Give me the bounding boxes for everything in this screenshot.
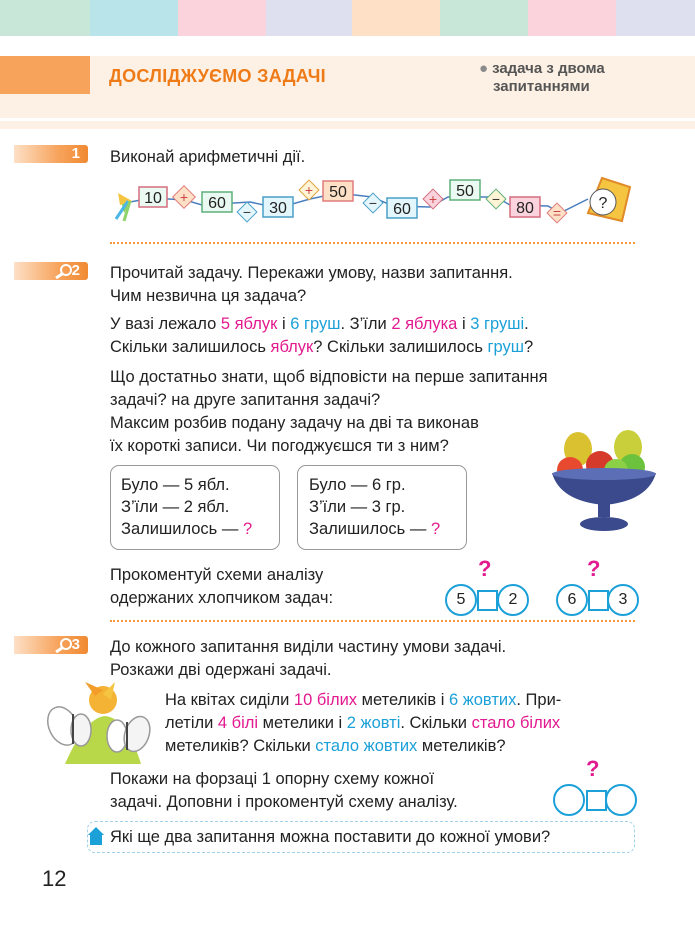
page-title: ДОСЛІДЖУЄМО ЗАДАЧІ: [109, 66, 326, 86]
question-mark: ?: [586, 756, 600, 781]
top-stripe: [616, 0, 695, 36]
top-stripe: [528, 0, 616, 36]
short-record-pears: Було — 6 гр. З’їли — 3 гр. Залишилось — ?: [297, 465, 467, 550]
svg-text:30: 30: [269, 200, 287, 217]
svg-text:+: +: [428, 191, 438, 207]
svg-text:−: −: [368, 195, 378, 211]
svg-text:50: 50: [456, 183, 474, 200]
header-separator: [0, 121, 695, 129]
question-mark: ?: [478, 556, 492, 581]
scheme-circle: 5: [445, 584, 477, 616]
top-stripe: [0, 0, 90, 36]
top-stripe: [440, 0, 528, 36]
task2-comment: Прокоментуй схеми аналізу одержаних хлопчиком задач:: [110, 566, 334, 607]
task2-instruction: Прочитай задачу. Перекажи умову, назви запитання. Чим незвична ця задача?: [110, 264, 513, 305]
scheme-circle: 3: [607, 584, 639, 616]
question-mark: ?: [587, 556, 601, 581]
top-stripe: [90, 0, 178, 36]
svg-text:?: ?: [598, 195, 608, 212]
bullet-icon: ●: [479, 60, 489, 77]
house-icon: [88, 826, 104, 846]
task-number-tab: 2: [14, 262, 88, 280]
task1-instruction: Виконай арифметичні дії.: [110, 148, 306, 166]
svg-text:=: =: [552, 205, 562, 221]
task2-questions: Що достатньо знати, щоб відповісти на перше запитання задачі? на друге запитання задачі? Максим розбив подану задачу на дві та виконав їх короткі записи. Чи погоджуєшся ти з ним?: [110, 368, 548, 455]
svg-text:80: 80: [516, 200, 534, 217]
scheme-circle: [553, 784, 585, 816]
page-number: 12: [42, 866, 67, 891]
section-divider: [110, 620, 635, 622]
svg-text:60: 60: [393, 201, 411, 218]
short-record-apples: Було — 5 ябл. З’їли — 2 ябл. Залишилось — ?: [110, 465, 280, 550]
fruit-bowl-illustration: [548, 425, 660, 537]
scheme-circle: 2: [497, 584, 529, 616]
top-stripe: [178, 0, 266, 36]
task-number-tab: 3: [14, 636, 88, 654]
top-stripe: [352, 0, 440, 36]
svg-text:+: +: [179, 189, 189, 205]
task-number-tab: 1: [14, 145, 88, 163]
bow-icon: [116, 193, 132, 221]
scheme-circle: 6: [556, 584, 588, 616]
scheme-circle: [605, 784, 637, 816]
extra-question: Які ще два запитання можна поставити до кожної умови?: [110, 828, 551, 846]
svg-text:60: 60: [208, 195, 226, 212]
scheme-square: [477, 590, 498, 611]
svg-text:+: +: [304, 182, 314, 198]
chain-value: 10: [144, 190, 162, 207]
svg-text:−: −: [491, 191, 501, 207]
scheme-square: [588, 590, 609, 611]
scheme-square: [586, 790, 607, 811]
top-stripe: [266, 0, 352, 36]
task3-problem: На квітах сиділи 10 білих метеликів і 6 жовтих. При- летіли 4 білі метелики і 2 жовті. Скільки стало білих метеликів? Скільки стало жовтих метеликів?: [165, 691, 562, 755]
section-divider: [110, 242, 635, 244]
kite-icon: [588, 178, 630, 221]
svg-text:−: −: [242, 204, 252, 220]
task3-show: Покажи на форзаці 1 опорну схему кожної задачі. Доповни і прокоментуй схему аналізу.: [110, 770, 458, 811]
butterflies-illustration: [45, 678, 157, 764]
svg-text:50: 50: [329, 184, 347, 201]
topic-label: ● задача з двома запитаннями: [479, 60, 605, 95]
butterfly-icon: [45, 702, 91, 750]
header-accent: [0, 56, 90, 94]
task2-problem: У вазі лежало 5 яблук і 6 груш. З’їли 2 яблука і 3 груші. Скільки залишилось яблук? Скільки залишилось груш?: [110, 315, 534, 356]
task3-instruction: До кожного запитання виділи частину умови задачі. Розкажи дві одержані задачі.: [110, 638, 507, 679]
arithmetic-chain: [110, 175, 635, 230]
